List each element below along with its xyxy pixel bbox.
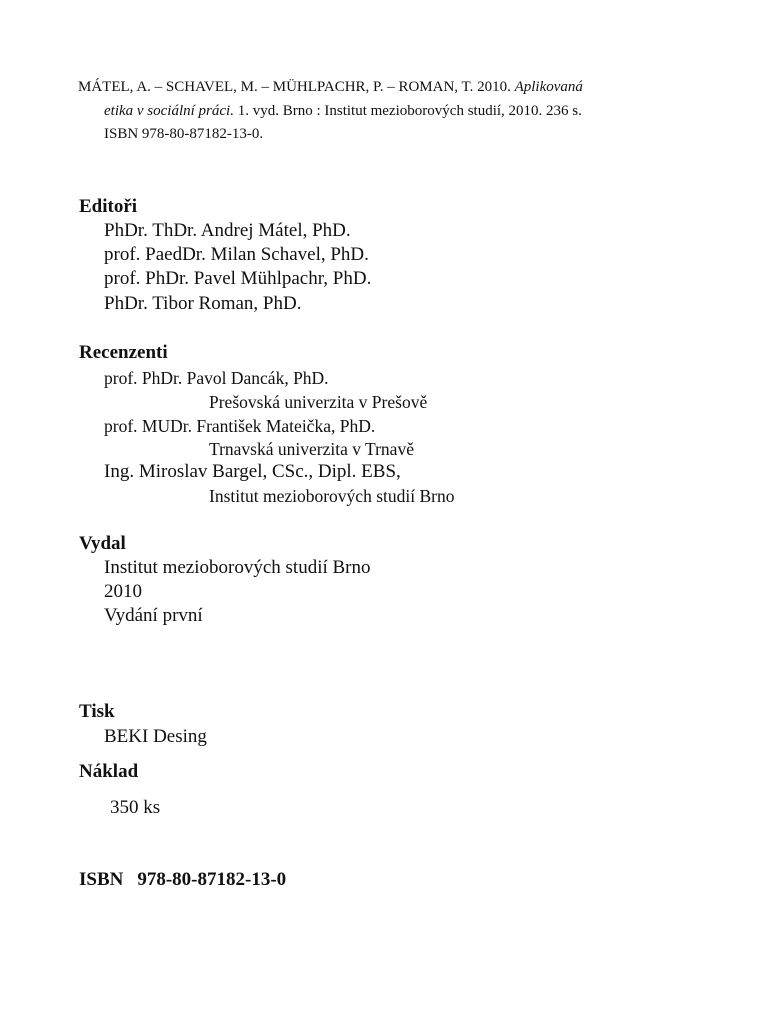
printer-name: BEKI Desing [104, 726, 207, 747]
citation-title-part1: Aplikovaná [514, 79, 583, 95]
reviewer-name: prof. MUDr. František Mateička, PhD. [104, 416, 376, 436]
reviewer-affiliation: Prešovská univerzita v Prešově [209, 392, 428, 412]
isbn-line [79, 868, 286, 892]
citation-authors-year: MÁTEL, A. – SCHAVEL, M. – MÜHLPACHR, P. – ROMAN, T. 2010. [78, 79, 511, 95]
editor-name: PhDr. Tibor Roman, PhD. [104, 293, 302, 314]
citation-title-part2: etika v sociální práci. [104, 102, 234, 119]
circulation-value: 350 ks [110, 797, 161, 818]
reviewers-heading: Recenzenti [79, 342, 168, 363]
editor-name: prof. PaedDr. Milan Schavel, PhD. [104, 244, 369, 265]
citation-line-2 [78, 100, 678, 124]
circulation-heading: Náklad [79, 761, 139, 782]
citation-publication: 1. vyd. Brno : Institut mezioborových studií, 2010. 236 s. [237, 102, 582, 119]
publication-year: 2010 [104, 581, 142, 602]
edition-text: Vydání první [104, 605, 203, 626]
bibliographic-citation [78, 76, 678, 147]
editors-heading: Editoři [79, 196, 138, 217]
reviewer-affiliation: Trnavská univerzita v Trnavě [209, 439, 414, 459]
editor-name: prof. PhDr. Pavel Mühlpachr, PhD. [104, 268, 372, 289]
reviewer-name: Ing. Miroslav Bargel, CSc., Dipl. EBS, [104, 461, 401, 482]
citation-line-1 [78, 76, 678, 100]
editor-name: PhDr. ThDr. Andrej Mátel, PhD. [104, 220, 351, 241]
publisher-name: Institut mezioborových studií Brno [104, 557, 371, 578]
print-heading: Tisk [79, 701, 115, 722]
publisher-heading: Vydal [79, 533, 126, 554]
isbn-number: 978-80-87182-13-0 [137, 869, 287, 890]
reviewer-affiliation: Institut mezioborových studií Brno [209, 486, 455, 506]
citation-isbn: ISBN 978-80-87182-13-0. [104, 126, 264, 142]
reviewer-name: prof. PhDr. Pavol Dancák, PhD. [104, 368, 329, 388]
isbn-label: ISBN [79, 869, 124, 890]
